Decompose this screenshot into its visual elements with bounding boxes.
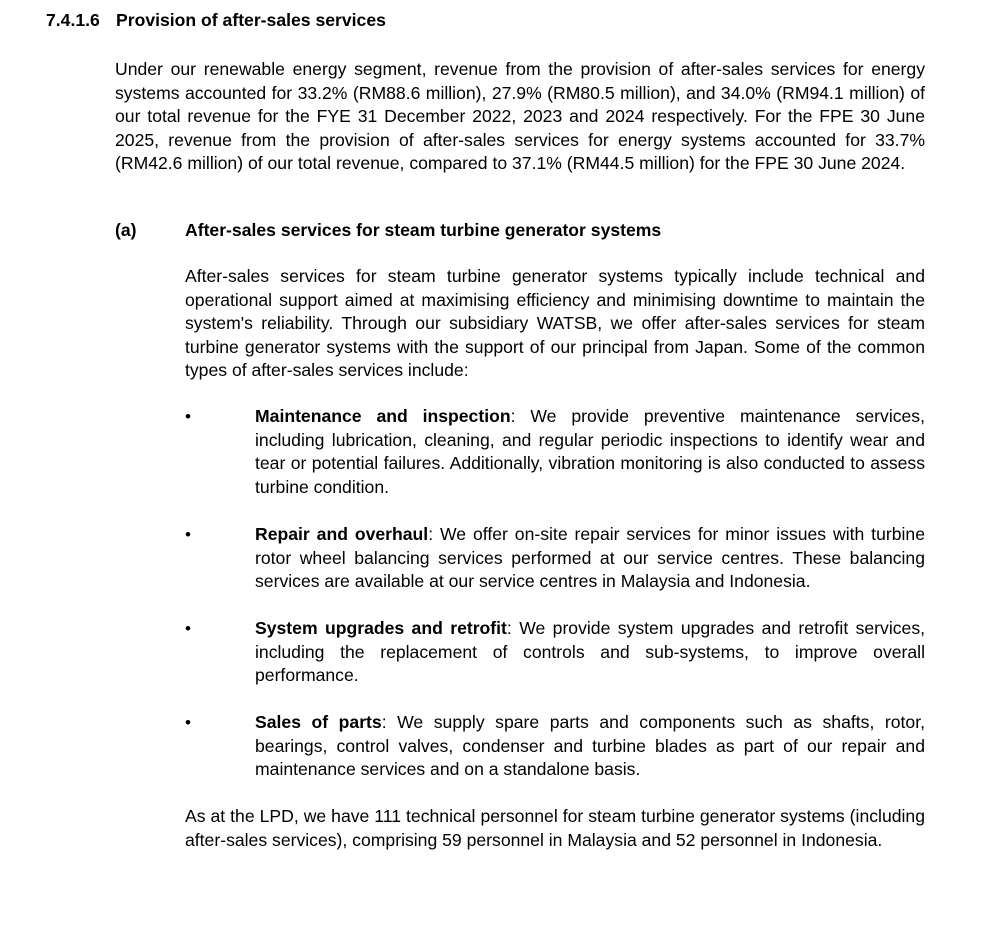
bullet-term: Repair and overhaul (255, 524, 429, 544)
bullet-icon: • (185, 525, 191, 544)
bullet-description: : We provide preventive maintenance services, including lubrication, cleaning, and regular periodic inspections to identify wear and tear or potential failures. Additionally, vibration monitoring is also conducted to assess turbine condition. (255, 406, 925, 497)
bullet-description: : We provide system upgrades and retrofit services, including the replacement of controls and sub-systems, to improve overall performance. (255, 618, 926, 686)
bullet-text (255, 711, 925, 782)
bullet-icon: • (185, 619, 191, 638)
bullet-term: Sales of parts (255, 712, 382, 732)
subsection-label: (a) (115, 220, 137, 240)
section-number: 7.4.1.6 (46, 10, 100, 30)
bullet-term: System upgrades and retrofit (255, 618, 507, 638)
bullet-text (255, 617, 925, 688)
bullet-term: Maintenance and inspection (255, 406, 511, 426)
bullet-description: : We offer on-site repair services for minor issues with turbine rotor wheel balancing services performed at our service centres. These balancing services are available at our service centres in Malaysia and Indonesia. (255, 524, 925, 592)
bullet-icon: • (185, 713, 191, 732)
bullet-icon: • (185, 407, 191, 426)
section-heading (46, 9, 386, 33)
bullet-text (255, 405, 925, 499)
subsection-title: After-sales services for steam turbine generator systems (185, 220, 662, 240)
closing-paragraph: As at the LPD, we have 111 technical personnel for steam turbine generator systems (including after-sales services), comprising 59 personnel in Malaysia and 52 personnel in Indonesia. (185, 806, 925, 850)
intro-paragraph: Under our renewable energy segment, revenue from the provision of after-sales services for energy systems accounted for 33.2% (RM88.6 million), 27.9% (RM80.5 million), and 34.0% (RM94.1 million) of our total revenue for the FYE 31 December 2022, 2023 and 2024 respectively. For the FPE 30 June 2025, revenue from the provision of after-sales services for energy systems accounted for 33.7% (RM42.6 million) of our total revenue, compared to 37.1% (RM44.5 million) for the FPE 30 June 2024. (115, 59, 925, 174)
bullet-text (255, 523, 925, 594)
subsection-intro-paragraph: After-sales services for steam turbine generator systems typically include technical and operational support aimed at maximising efficiency and minimising downtime to maintain the system's reliability. Through our subsidiary WATSB, we offer after-sales services for steam turbine generator systems with the support of our principal from Japan. Some of the common types of after-sales services include: (185, 266, 925, 381)
bullet-description: : We supply spare parts and components such as shafts, rotor, bearings, control valves, condenser and turbine blades as part of our repair and maintenance services and on a standalone basis. (255, 712, 925, 780)
section-title: Provision of after-sales services (116, 10, 386, 30)
